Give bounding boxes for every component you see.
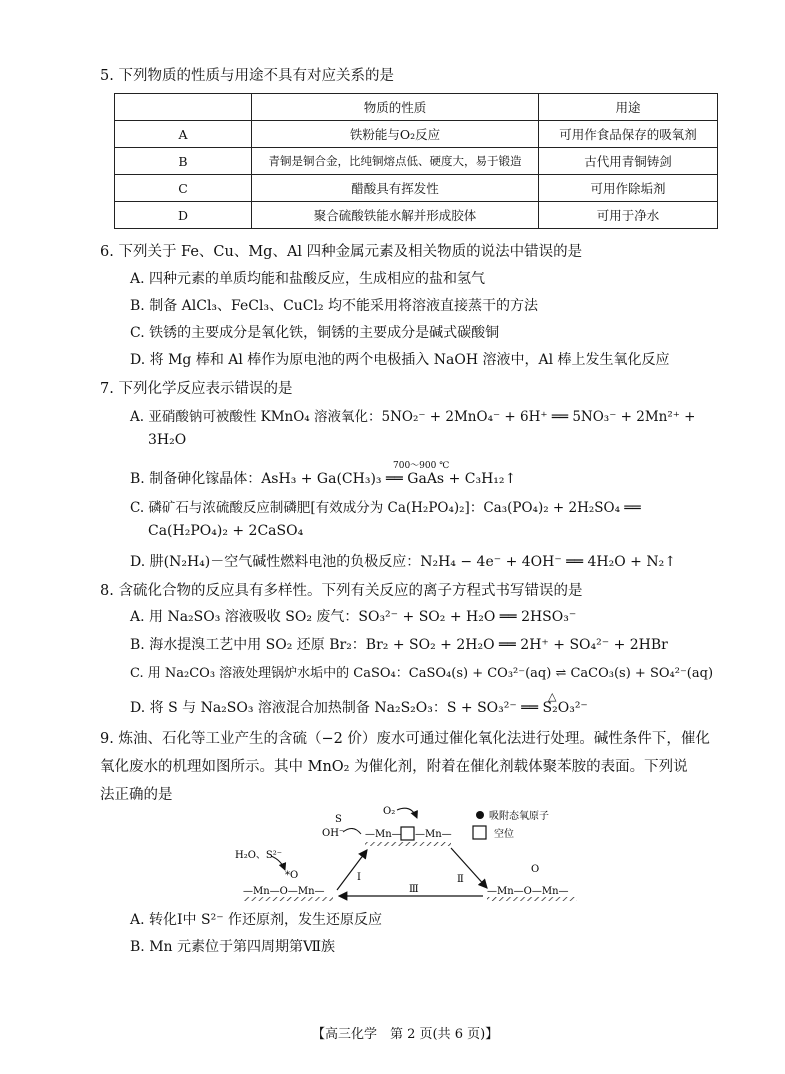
q6-option-c: C. 铁锈的主要成分是氧化铁，铜锈的主要成分是碱式碳酸铜	[130, 325, 500, 341]
right-support-hatch	[487, 897, 577, 901]
q9-stem-line-3: 法正确的是	[100, 787, 173, 803]
vacancy-legend-icon	[473, 826, 486, 839]
q7-option-a-cont: 3H₂O	[148, 432, 187, 448]
table-header-cell	[115, 94, 252, 121]
q5-table	[114, 93, 718, 229]
mid-chain-right: —Mn—	[415, 829, 452, 840]
left-support-hatch	[243, 897, 333, 901]
q7-condition: 700～900 ℃	[393, 461, 450, 471]
o2-label: O₂	[383, 806, 396, 817]
q6-stem: 6. 下列关于 Fe、Cu、Mg、Al 四种金属元素及相关物质的说法中错误的是	[100, 244, 583, 260]
adsorbed-o-legend-icon	[476, 811, 484, 819]
q8-stem: 8. 含硫化合物的反应具有多样性。下列有关反应的离子方程式书写错误的是	[100, 583, 583, 599]
q7-option-a: A. 亚硝酸钠可被酸性 KMnO₄ 溶液氧化：5NO₂⁻ + 2MnO₄⁻ + 6H⁺ ══ 5NO₃⁻ + 2Mn²⁺ +	[130, 409, 696, 425]
q9-stem-line-1: 9. 炼油、石化等工业产生的含硫（−2 价）废水可通过催化氧化法进行处理。碱性条件下，催化	[100, 731, 710, 747]
table-cell: 铁粉能与O₂反应	[252, 121, 539, 148]
legend-vacancy-label: 空位	[494, 829, 514, 840]
table-cell: B	[115, 148, 252, 175]
right-o-label: O	[531, 864, 540, 875]
table-cell: 聚合硫酸铁能水解并形成胶体	[252, 202, 539, 229]
q6-option-a: A. 四种元素的单质均能和盐酸反应，生成相应的盐和氢气	[130, 271, 486, 287]
step-III-label: Ⅲ	[409, 884, 419, 895]
table-cell: 可用作除垢剂	[539, 175, 718, 202]
q7-option-c: C. 磷矿石与浓硫酸反应制磷肥[有效成分为 Ca(H₂PO₄)₂]：Ca₃(PO₄)₂ + 2H₂SO₄ ══	[130, 500, 641, 516]
q8-option-b: B. 海水提溴工艺中用 SO₂ 还原 Br₂：Br₂ + SO₂ + 2H₂O ══ 2H⁺ + SO₄²⁻ + 2HBr	[130, 637, 668, 653]
s-product-label: S	[335, 814, 342, 825]
page-footer: 【高三化学 第 2 页(共 6 页)】	[312, 1027, 499, 1042]
table-row	[115, 121, 718, 148]
table-row	[115, 148, 718, 175]
table-cell: C	[115, 175, 252, 202]
mid-chain-left: —Mn—	[365, 829, 402, 840]
q5-stem: 5. 下列物质的性质与用途不具有对应关系的是	[100, 68, 394, 84]
legend-atom-label: 吸附态氧原子	[489, 811, 549, 822]
table-cell: 青铜是铜合金，比纯铜熔点低、硬度大，易于锻造	[252, 148, 539, 175]
q7-option-c-cont: Ca(H₂PO₄)₂ + 2CaSO₄	[148, 523, 304, 539]
left-chain: —Mn—O—Mn—	[243, 886, 325, 897]
table-cell: 醋酸具有挥发性	[252, 175, 539, 202]
table-cell: 古代用青铜铸剑	[539, 148, 718, 175]
q9-stem-line-2: 氧化废水的机理如图所示。其中 MnO₂ 为催化剂，附着在催化剂载体聚苯胺的表面。下列说	[100, 759, 688, 775]
q8-heat-symbol: △	[548, 690, 557, 703]
left-reactants-label: H₂O、S²⁻	[235, 850, 283, 861]
table-header-cell: 物质的性质	[252, 94, 539, 121]
step-I-label: Ⅰ	[357, 872, 361, 883]
table-row	[115, 202, 718, 229]
q8-option-c: C. 用 Na₂CO₃ 溶液处理锅炉水垢中的 CaSO₄：CaSO₄(s) + CO₃²⁻(aq) ⇌ CaCO₃(s) + SO₄²⁻(aq)	[130, 666, 714, 681]
mid-support-hatch	[365, 842, 451, 846]
q7-option-b: B. 制备砷化镓晶体：AsH₃ + Ga(CH₃)₃ ══ GaAs + C₃H₁₂↑	[130, 471, 517, 487]
q9-option-b: B. Mn 元素位于第四周期第Ⅶ族	[130, 939, 336, 955]
product-arrow	[343, 828, 361, 834]
table-cell: 可用作食品保存的吸氧剂	[539, 121, 718, 148]
q8-option-a: A. 用 Na₂SO₃ 溶液吸收 SO₂ 废气：SO₃²⁻ + SO₂ + H₂O ══ 2HSO₃⁻	[130, 609, 577, 625]
table-header-row	[115, 94, 718, 121]
q8-option-d: D. 将 S 与 Na₂SO₃ 溶液混合加热制备 Na₂S₂O₃：S + SO₃²⁻ ══ S₂O₃²⁻	[130, 700, 588, 716]
q7-option-d: D. 肼(N₂H₄)－空气碱性燃料电池的负极反应：N₂H₄ − 4e⁻ + 4OH⁻ ══ 4H₂O + N₂↑	[130, 554, 676, 570]
vacancy-site	[401, 827, 414, 840]
table-cell: 可用于净水	[539, 202, 718, 229]
table-cell: A	[115, 121, 252, 148]
table-cell: D	[115, 202, 252, 229]
step-I-arrow	[337, 850, 367, 890]
q6-option-b: B. 制备 AlCl₃、FeCl₃、CuCl₂ 均不能采用将溶液直接蒸干的方法	[130, 298, 539, 314]
table-header-cell: 用途	[539, 94, 718, 121]
o2-arrow	[397, 808, 417, 818]
q6-option-d: D. 将 Mg 棒和 Al 棒作为原电池的两个电极插入 NaOH 溶液中，Al 棒上发生氧化反应	[130, 352, 670, 368]
q9-option-a: A. 转化Ⅰ中 S²⁻ 作还原剂，发生还原反应	[130, 912, 383, 928]
right-chain: —Mn—O—Mn—	[487, 886, 569, 897]
step-II-label: Ⅱ	[457, 874, 464, 885]
q7-stem: 7. 下列化学反应表示错误的是	[100, 381, 293, 397]
oh-product-label: OH⁻	[322, 828, 345, 839]
left-o-label: *O	[285, 870, 299, 881]
table-row	[115, 175, 718, 202]
mechanism-diagram	[225, 800, 585, 906]
